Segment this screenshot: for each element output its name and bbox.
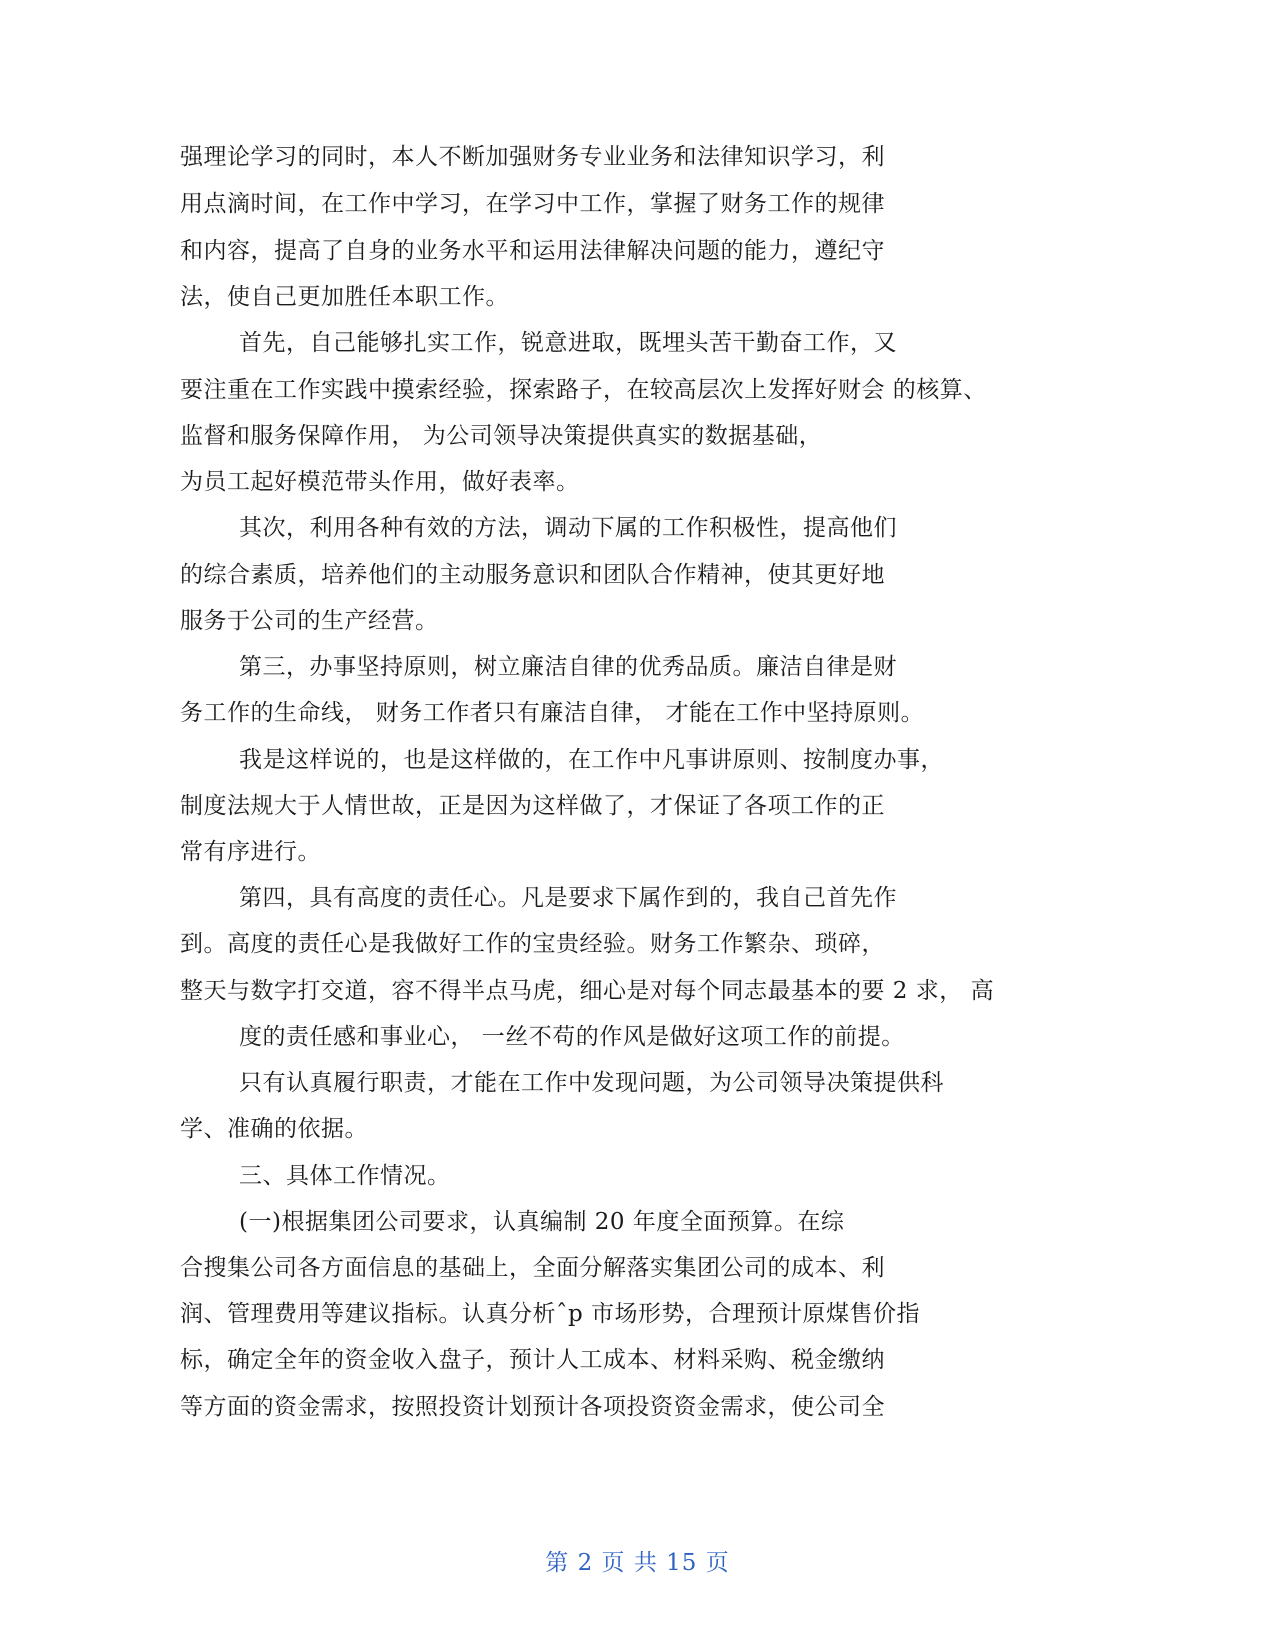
- text-line: 我是这样说的，也是这样做的，在工作中凡事讲原则、按制度办事，: [239, 747, 944, 773]
- text-line: 常有序进行。: [180, 839, 321, 865]
- page-number-footer: 第 2 页 共 15 页: [545, 1550, 730, 1576]
- text-line: 等方面的资金需求，按照投资计划预计各项投资资金需求，使公司全: [180, 1394, 885, 1420]
- text-line: 学、准确的依据。: [180, 1116, 368, 1142]
- text-line: 要注重在工作实践中摸索经验，探索路子，在较高层次上发挥好财会 的核算、: [180, 377, 987, 403]
- text-line: 度的责任感和事业心， 一丝不苟的作风是做好这项工作的前提。: [239, 1024, 905, 1050]
- text-line: 整天与数字打交道，容不得半点马虎，细心是对每个同志最基本的要 2 求， 高: [180, 978, 995, 1004]
- text-line: 只有认真履行职责，才能在工作中发现问题，为公司领导决策提供科: [239, 1070, 944, 1096]
- text-line: 法，使自己更加胜任本职工作。: [180, 284, 509, 310]
- text-line: 监督和服务保障作用， 为公司领导决策提供真实的数据基础，: [180, 423, 823, 449]
- text-line: 服务于公司的生产经营。: [180, 608, 439, 634]
- text-line: 制度法规大于人情世故，正是因为这样做了，才保证了各项工作的正: [180, 793, 885, 819]
- text-line: 用点滴时间，在工作中学习，在学习中工作，掌握了财务工作的规律: [180, 191, 885, 217]
- text-line: 标，确定全年的资金收入盘子，预计人工成本、材料采购、税金缴纳: [180, 1347, 885, 1373]
- text-line: 的综合素质，培养他们的主动服务意识和团队合作精神，使其更好地: [180, 562, 885, 588]
- text-line: 第三，办事坚持原则，树立廉洁自律的优秀品质。廉洁自律是财: [239, 654, 897, 680]
- text-line: 其次，利用各种有效的方法，调动下属的工作积极性，提高他们: [239, 515, 897, 541]
- text-line: 强理论学习的同时，本人不断加强财务专业业务和法律知识学习，利: [180, 144, 885, 170]
- text-line: 第四，具有高度的责任心。凡是要求下属作到的，我自己首先作: [239, 885, 897, 911]
- text-line: 合搜集公司各方面信息的基础上，全面分解落实集团公司的成本、利: [180, 1255, 885, 1281]
- text-line: 和内容，提高了自身的业务水平和运用法律解决问题的能力，遵纪守: [180, 238, 885, 264]
- text-line: 为员工起好模范带头作用，做好表率。: [180, 469, 580, 495]
- text-line: 到。高度的责任心是我做好工作的宝贵经验。财务工作繁杂、琐碎，: [180, 931, 885, 957]
- text-line: (一)根据集团公司要求，认真编制 20 年度全面预算。在综: [239, 1209, 845, 1235]
- section-heading: 三、具体工作情况。: [239, 1163, 451, 1189]
- text-line: 首先，自己能够扎实工作，锐意进取，既埋头苦干勤奋工作，又: [239, 330, 897, 356]
- text-line: 润、管理费用等建议指标。认真分析ˆp 市场形势，合理预计原煤售价指: [180, 1301, 921, 1327]
- text-line: 务工作的生命线， 财务工作者只有廉洁自律， 才能在工作中坚持原则。: [180, 700, 925, 726]
